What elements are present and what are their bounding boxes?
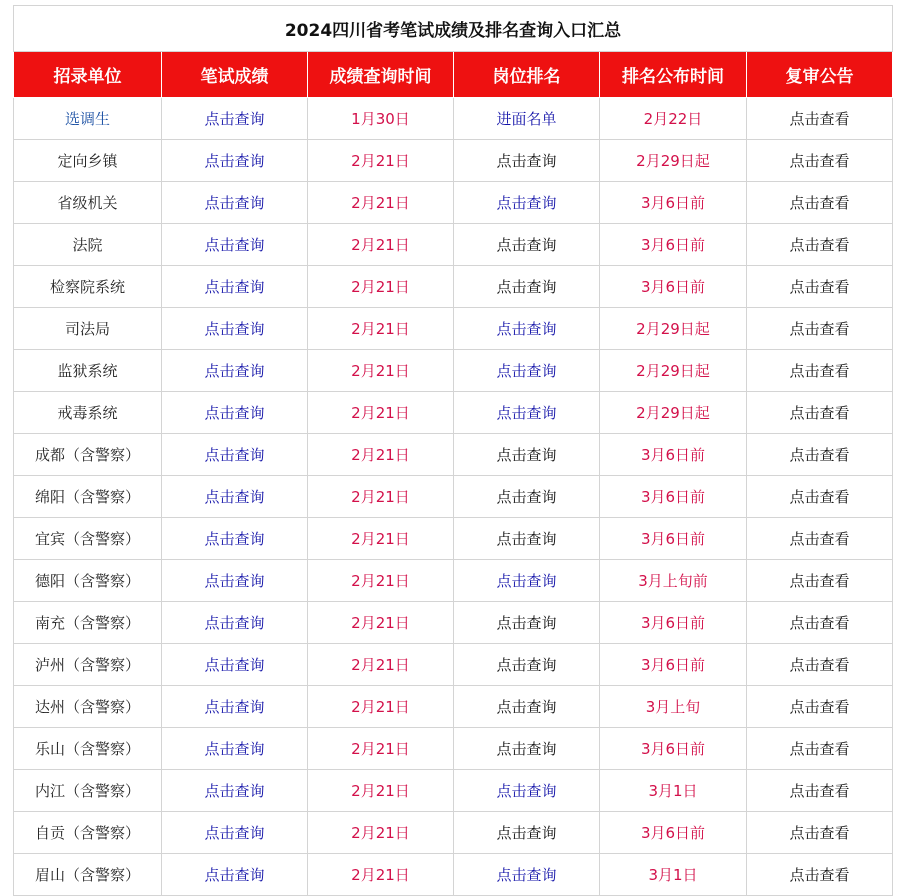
score-query-link[interactable]: 点击查询: [162, 434, 308, 476]
score-query-link[interactable]: 点击查询: [162, 686, 308, 728]
header-position-rank: 岗位排名: [454, 52, 600, 98]
review-notice-link[interactable]: 点击查看: [747, 854, 893, 896]
unit-cell: 司法局: [14, 308, 162, 350]
rank-publish-time-cell: 3月1日: [600, 770, 747, 812]
score-query-time-cell: 2月21日: [308, 560, 454, 602]
unit-cell: 监狱系统: [14, 350, 162, 392]
score-query-time-cell: 1月30日: [308, 98, 454, 140]
unit-cell: 法院: [14, 224, 162, 266]
table-row: [14, 686, 893, 728]
score-query-time-cell: 2月21日: [308, 518, 454, 560]
rank-query-link[interactable]: 进面名单: [454, 98, 600, 140]
score-query-time-cell: 2月21日: [308, 182, 454, 224]
unit-cell: 内江（含警察）: [14, 770, 162, 812]
rank-publish-time-cell: 3月1日: [600, 854, 747, 896]
rank-query-link[interactable]: 点击查询: [454, 224, 600, 266]
rank-query-link[interactable]: 点击查询: [454, 728, 600, 770]
score-query-time-cell: 2月21日: [308, 644, 454, 686]
rank-publish-time-cell: 3月6日前: [600, 266, 747, 308]
review-notice-link[interactable]: 点击查看: [747, 728, 893, 770]
review-notice-link[interactable]: 点击查看: [747, 140, 893, 182]
score-query-link[interactable]: 点击查询: [162, 308, 308, 350]
review-notice-link[interactable]: 点击查看: [747, 98, 893, 140]
score-query-link[interactable]: 点击查询: [162, 224, 308, 266]
table-row: [14, 560, 893, 602]
unit-cell: 检察院系统: [14, 266, 162, 308]
table-row: [14, 602, 893, 644]
score-query-time-cell: 2月21日: [308, 224, 454, 266]
rank-publish-time-cell: 3月6日前: [600, 518, 747, 560]
rank-publish-time-cell: 2月29日起: [600, 350, 747, 392]
review-notice-link[interactable]: 点击查看: [747, 560, 893, 602]
unit-cell: 泸州（含警察）: [14, 644, 162, 686]
unit-cell: 定向乡镇: [14, 140, 162, 182]
unit-cell: 乐山（含警察）: [14, 728, 162, 770]
rank-publish-time-cell: 3月6日前: [600, 476, 747, 518]
rank-publish-time-cell: 3月6日前: [600, 812, 747, 854]
rank-query-link[interactable]: 点击查询: [454, 560, 600, 602]
table-row: [14, 350, 893, 392]
score-query-link[interactable]: 点击查询: [162, 854, 308, 896]
rank-publish-time-cell: 2月29日起: [600, 392, 747, 434]
review-notice-link[interactable]: 点击查看: [747, 392, 893, 434]
rank-query-link[interactable]: 点击查询: [454, 140, 600, 182]
rank-query-link[interactable]: 点击查询: [454, 476, 600, 518]
unit-cell: 成都（含警察）: [14, 434, 162, 476]
rank-query-link[interactable]: 点击查询: [454, 266, 600, 308]
table-row: [14, 770, 893, 812]
score-query-link[interactable]: 点击查询: [162, 140, 308, 182]
unit-cell: 眉山（含警察）: [14, 854, 162, 896]
rank-query-link[interactable]: 点击查询: [454, 644, 600, 686]
rank-publish-time-cell: 3月6日前: [600, 434, 747, 476]
unit-cell: 达州（含警察）: [14, 686, 162, 728]
score-query-time-cell: 2月21日: [308, 308, 454, 350]
unit-cell: 南充（含警察）: [14, 602, 162, 644]
table-row: [14, 728, 893, 770]
rank-publish-time-cell: 3月6日前: [600, 728, 747, 770]
table-row: [14, 812, 893, 854]
review-notice-link[interactable]: 点击查看: [747, 182, 893, 224]
score-query-time-cell: 2月21日: [308, 434, 454, 476]
header-score-query-time: 成绩查询时间: [308, 52, 454, 98]
header-rank-publish-time: 排名公布时间: [600, 52, 747, 98]
score-query-time-cell: 2月21日: [308, 728, 454, 770]
table-row: [14, 434, 893, 476]
score-query-link[interactable]: 点击查询: [162, 812, 308, 854]
table-row: [14, 308, 893, 350]
rank-query-link[interactable]: 点击查询: [454, 308, 600, 350]
review-notice-link[interactable]: 点击查看: [747, 602, 893, 644]
score-query-link[interactable]: 点击查询: [162, 602, 308, 644]
score-query-link[interactable]: 点击查询: [162, 644, 308, 686]
unit-cell: 省级机关: [14, 182, 162, 224]
review-notice-link[interactable]: 点击查看: [747, 350, 893, 392]
score-query-link[interactable]: 点击查询: [162, 560, 308, 602]
unit-cell: 德阳（含警察）: [14, 560, 162, 602]
score-query-link[interactable]: 点击查询: [162, 518, 308, 560]
review-notice-link[interactable]: 点击查看: [747, 518, 893, 560]
table-row: [14, 392, 893, 434]
review-notice-link[interactable]: 点击查看: [747, 266, 893, 308]
rank-query-link[interactable]: 点击查询: [454, 350, 600, 392]
unit-cell[interactable]: 选调生: [14, 98, 162, 140]
review-notice-link[interactable]: 点击查看: [747, 770, 893, 812]
rank-query-link[interactable]: 点击查询: [454, 392, 600, 434]
score-query-link[interactable]: 点击查询: [162, 98, 308, 140]
table-row: [14, 224, 893, 266]
score-query-time-cell: 2月21日: [308, 854, 454, 896]
rank-query-link[interactable]: 点击查询: [454, 812, 600, 854]
review-notice-link[interactable]: 点击查看: [747, 812, 893, 854]
score-query-time-cell: 2月21日: [308, 686, 454, 728]
score-query-link[interactable]: 点击查询: [162, 728, 308, 770]
review-notice-link[interactable]: 点击查看: [747, 476, 893, 518]
score-query-table-container: [13, 5, 892, 896]
score-query-time-cell: 2月21日: [308, 140, 454, 182]
rank-publish-time-cell: 3月6日前: [600, 224, 747, 266]
rank-publish-time-cell: 3月6日前: [600, 644, 747, 686]
table-title: 2024四川省考笔试成绩及排名查询入口汇总: [14, 6, 893, 52]
header-review-notice: 复审公告: [747, 52, 893, 98]
unit-cell: 绵阳（含警察）: [14, 476, 162, 518]
header-recruit-unit: 招录单位: [14, 52, 162, 98]
review-notice-link[interactable]: 点击查看: [747, 434, 893, 476]
rank-query-link[interactable]: 点击查询: [454, 434, 600, 476]
score-query-time-cell: 2月21日: [308, 812, 454, 854]
rank-publish-time-cell: 3月6日前: [600, 182, 747, 224]
rank-publish-time-cell: 2月22日: [600, 98, 747, 140]
score-query-link[interactable]: 点击查询: [162, 182, 308, 224]
score-query-time-cell: 2月21日: [308, 476, 454, 518]
rank-query-link[interactable]: 点击查询: [454, 686, 600, 728]
header-written-score: 笔试成绩: [162, 52, 308, 98]
table-row: [14, 266, 893, 308]
table-row: [14, 140, 893, 182]
score-query-time-cell: 2月21日: [308, 602, 454, 644]
table-row: [14, 854, 893, 896]
unit-cell: 戒毒系统: [14, 392, 162, 434]
rank-publish-time-cell: 2月29日起: [600, 140, 747, 182]
review-notice-link[interactable]: 点击查看: [747, 686, 893, 728]
rank-publish-time-cell: 3月上旬: [600, 686, 747, 728]
rank-query-link[interactable]: 点击查询: [454, 182, 600, 224]
table-row: [14, 518, 893, 560]
table-body: [14, 98, 893, 896]
table-row: [14, 182, 893, 224]
table-row: [14, 476, 893, 518]
score-query-link[interactable]: 点击查询: [162, 770, 308, 812]
review-notice-link[interactable]: 点击查看: [747, 308, 893, 350]
rank-query-link[interactable]: 点击查询: [454, 770, 600, 812]
score-query-time-cell: 2月21日: [308, 392, 454, 434]
score-query-table: [13, 5, 893, 896]
score-query-time-cell: 2月21日: [308, 770, 454, 812]
rank-publish-time-cell: 3月6日前: [600, 602, 747, 644]
unit-cell: 宜宾（含警察）: [14, 518, 162, 560]
table-row: [14, 98, 893, 140]
rank-query-link[interactable]: 点击查询: [454, 854, 600, 896]
score-query-link[interactable]: 点击查询: [162, 350, 308, 392]
score-query-time-cell: 2月21日: [308, 350, 454, 392]
score-query-link[interactable]: 点击查询: [162, 476, 308, 518]
review-notice-link[interactable]: 点击查看: [747, 644, 893, 686]
score-query-link[interactable]: 点击查询: [162, 392, 308, 434]
table-row: [14, 644, 893, 686]
review-notice-link[interactable]: 点击查看: [747, 224, 893, 266]
rank-query-link[interactable]: 点击查询: [454, 602, 600, 644]
rank-publish-time-cell: 2月29日起: [600, 308, 747, 350]
rank-query-link[interactable]: 点击查询: [454, 518, 600, 560]
score-query-link[interactable]: 点击查询: [162, 266, 308, 308]
score-query-time-cell: 2月21日: [308, 266, 454, 308]
rank-publish-time-cell: 3月上旬前: [600, 560, 747, 602]
unit-cell: 自贡（含警察）: [14, 812, 162, 854]
